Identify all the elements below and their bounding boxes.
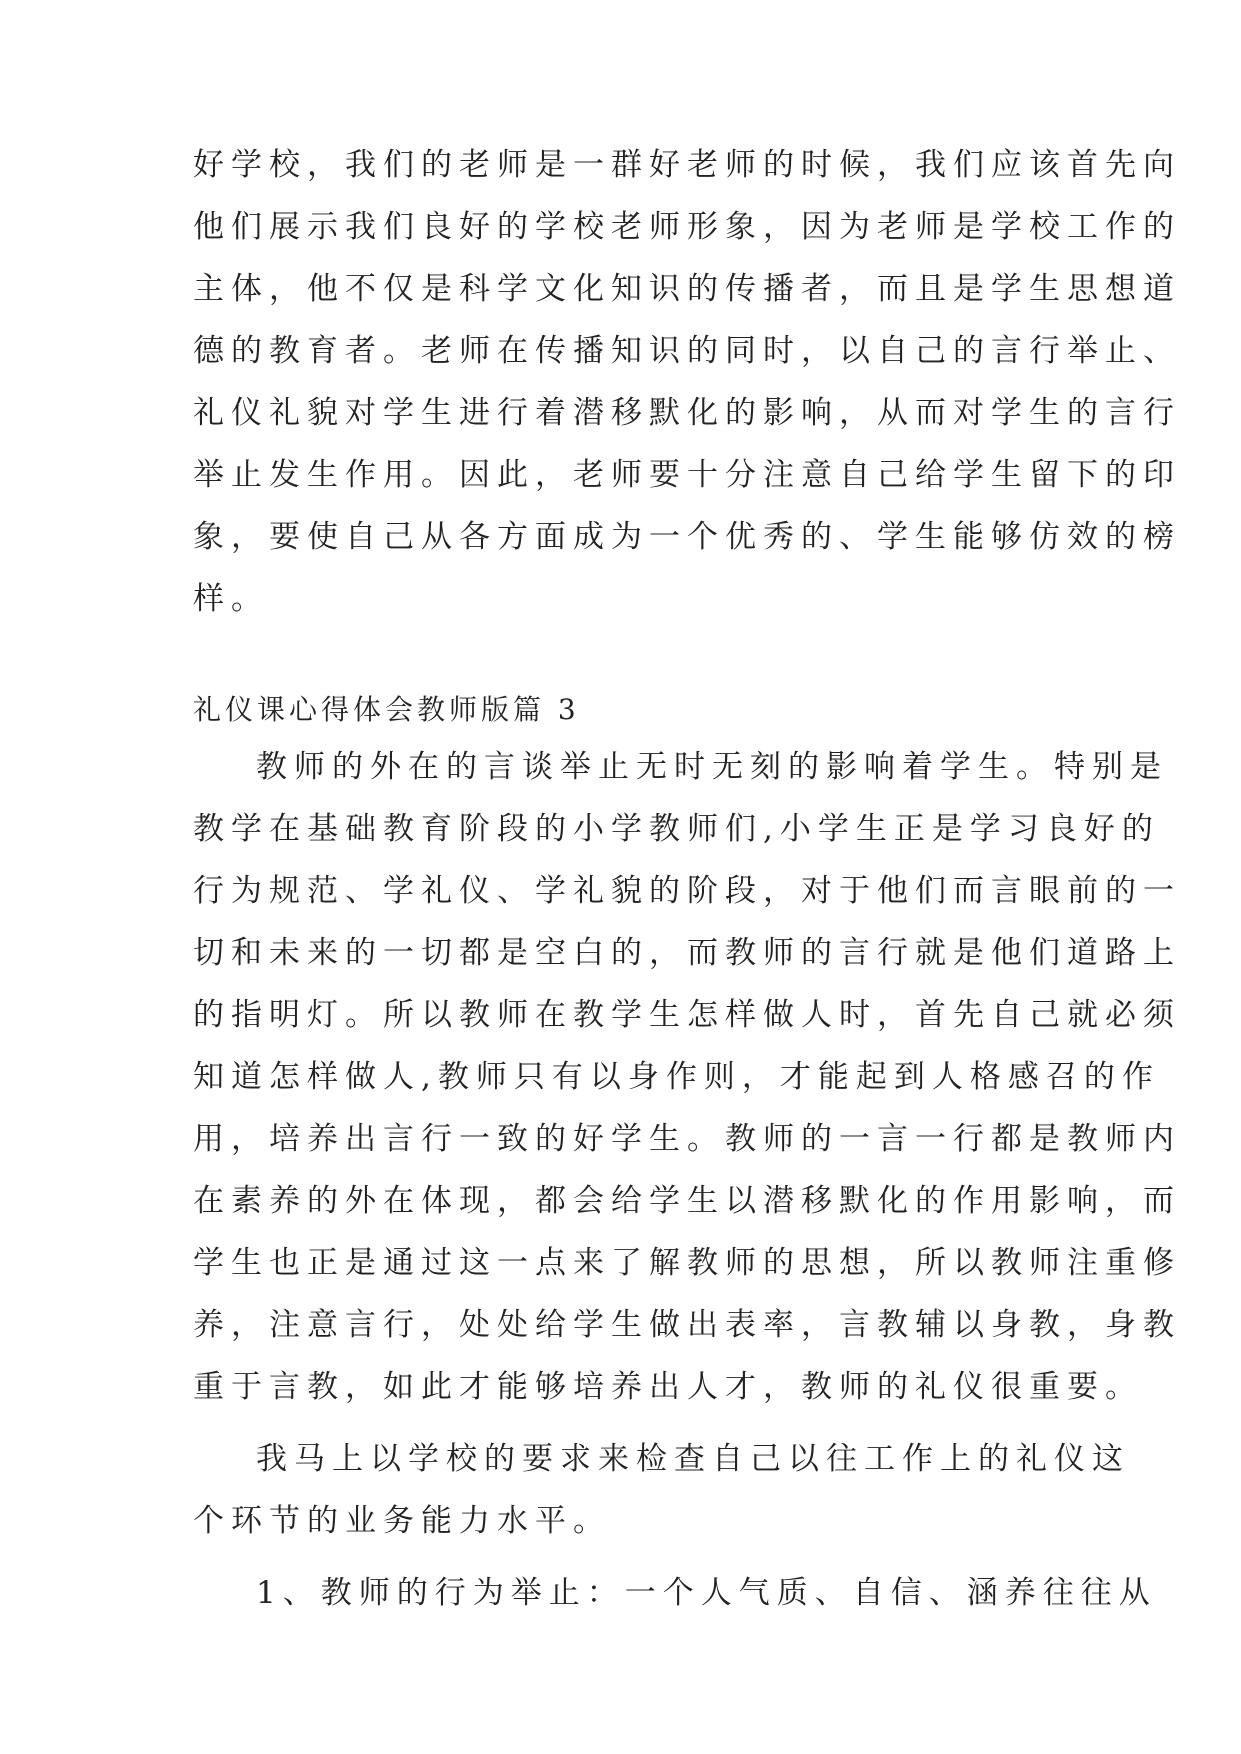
paragraph-2-line-6: 知道怎样做人,教师只有以身作则，才能起到人格感召的作 (193, 1059, 1160, 1095)
paragraph-3-line-2: 个环节的业务能力水平。 (193, 1503, 611, 1539)
paragraph-2-line-2: 教学在基础教育阶段的小学教师们,小学生正是学习良好的 (193, 811, 1160, 847)
paragraph-1-line-1: 好学校，我们的老师是一群好老师的时候，我们应该首先向 (193, 147, 1181, 183)
paragraph-2-line-1: 教师的外在的言谈举止无时无刻的影响着学生。特别是 (256, 749, 1168, 785)
paragraph-1-line-3: 主体，他不仅是科学文化知识的传播者，而且是学生思想道 (193, 271, 1181, 307)
paragraph-4-line-1: 1、教师的行为举止：一个人气质、自信、涵养往往从 (256, 1575, 1157, 1611)
paragraph-1-line-5: 礼仪礼貌对学生进行着潜移默化的影响，从而对学生的言行 (193, 395, 1181, 431)
paragraph-3-line-1: 我马上以学校的要求来检查自己以往工作上的礼仪这 (256, 1441, 1130, 1477)
paragraph-2-line-3: 行为规范、学礼仪、学礼貌的阶段，对于他们而言眼前的一 (193, 873, 1181, 909)
paragraph-2-line-9: 学生也正是通过这一点来了解教师的思想，所以教师注重修 (193, 1245, 1181, 1281)
paragraph-1-line-8: 样。 (193, 581, 269, 617)
paragraph-2-line-7: 用，培养出言行一致的好学生。教师的一言一行都是教师内 (193, 1121, 1181, 1157)
paragraph-2-line-8: 在素养的外在体现，都会给学生以潜移默化的作用影响，而 (193, 1183, 1181, 1219)
paragraph-1-line-4: 德的教育者。老师在传播知识的同时，以自己的言行举止、 (193, 333, 1181, 369)
paragraph-2-line-4: 切和未来的一切都是空白的，而教师的言行就是他们道路上 (193, 935, 1181, 971)
paragraph-2-line-10: 养，注意言行，处处给学生做出表率，言教辅以身教，身教 (193, 1307, 1181, 1343)
paragraph-1-line-2: 他们展示我们良好的学校老师形象，因为老师是学校工作的 (193, 209, 1181, 245)
section-heading: 礼仪课心得体会教师版篇 3 (193, 693, 580, 726)
paragraph-1-line-7: 象，要使自己从各方面成为一个优秀的、学生能够仿效的榜 (193, 519, 1181, 555)
paragraph-1-line-6: 举止发生作用。因此，老师要十分注意自己给学生留下的印 (193, 457, 1181, 493)
paragraph-2-line-11: 重于言教，如此才能够培养出人才，教师的礼仪很重要。 (193, 1369, 1143, 1405)
paragraph-2-line-5: 的指明灯。所以教师在教学生怎样做人时，首先自己就必须 (193, 997, 1181, 1033)
